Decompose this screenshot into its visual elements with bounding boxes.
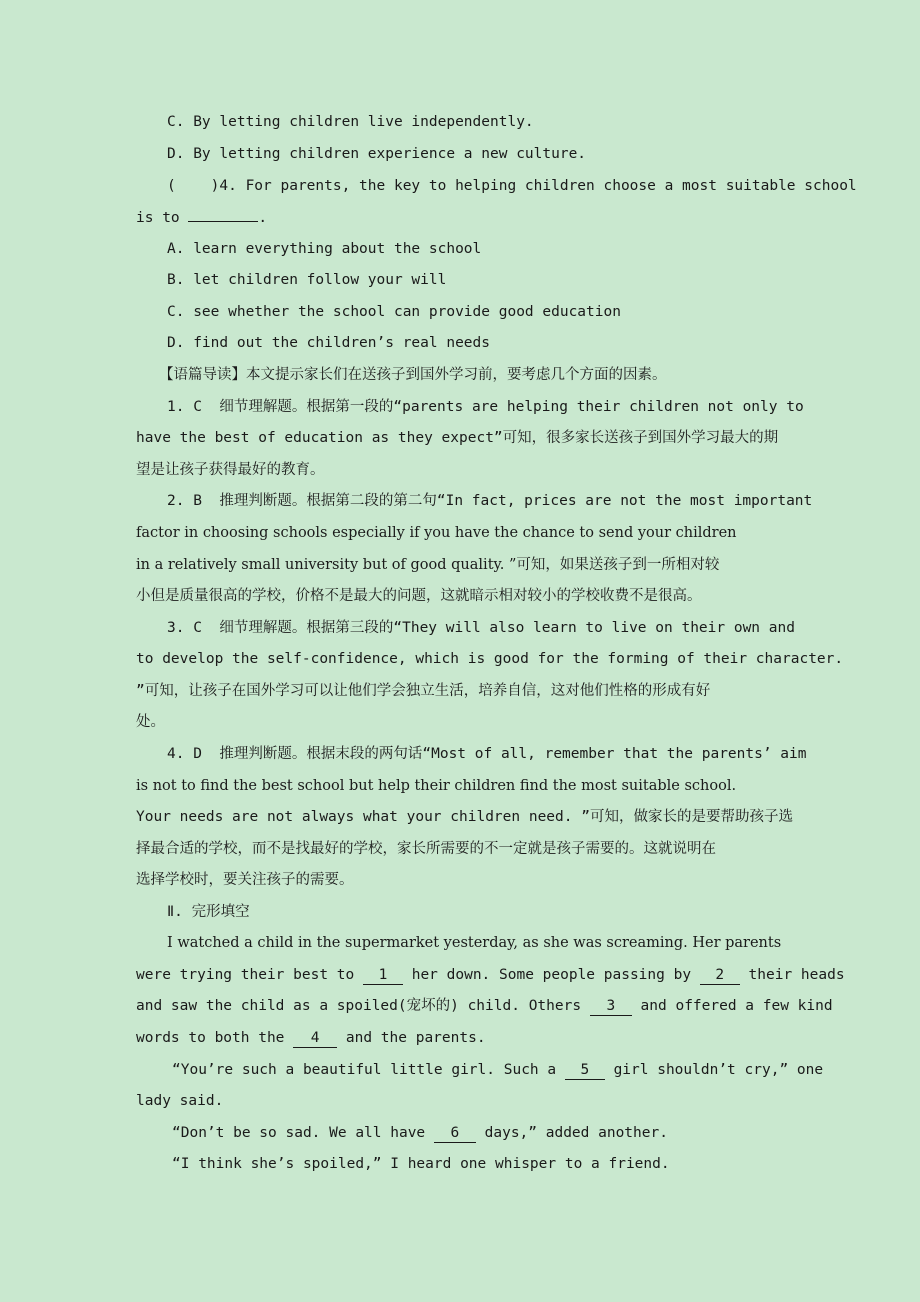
answer-2-line3: in a relatively small university but of good quality. ”可知，如果送孩子到一所相对较 — [136, 557, 720, 573]
q3-option-c: C. By letting children live independently. — [167, 114, 534, 130]
q4-stem-line2 — [0, 207, 920, 228]
answer-2-line2: factor in choosing schools especially if you have the chance to send your children — [136, 525, 737, 541]
cloze-p1-line2 — [0, 965, 920, 985]
cloze-text: days,” added another. — [475, 1125, 668, 1141]
answer-4-line4: 择最合适的学校，而不是找最好的学校，家长所需要的不一定就是孩子需要的。这就说明在 — [136, 841, 716, 857]
answer-3-line4: 处。 — [136, 714, 165, 730]
cloze-text: her down. Some people passing by — [402, 967, 700, 983]
cloze-text: and the parents. — [337, 1030, 486, 1046]
q4-answer-blank — [188, 207, 258, 222]
answer-1-line2: have the best of education as they expect”可知，很多家长送孩子到国外学习最大的期 — [136, 430, 779, 446]
passage-guide: 【语篇导读】本文提示家长们在送孩子到国外学习前，要考虑几个方面的因素。 — [159, 367, 667, 383]
answer-1-line3: 望是让孩子获得最好的教育。 — [136, 462, 325, 478]
cloze-blank-3: 3 — [590, 997, 632, 1016]
answer-3-line3: ”可知，让孩子在国外学习可以让他们学会独立生活，培养自信，这对他们性格的形成有好 — [136, 683, 711, 699]
answer-4-line2: is not to find the best school but help their children find the most suitable school. — [136, 778, 737, 794]
answer-4-line3: Your needs are not always what your children need. ”可知，做家长的是要帮助孩子选 — [136, 809, 793, 825]
cloze-heading: Ⅱ. 完形填空 — [167, 904, 250, 920]
cloze-p2-line2: lady said. — [136, 1093, 224, 1109]
answer-1-line1: 1. C 细节理解题。根据第一段的“parents are helping their children not only to — [167, 399, 804, 415]
answer-4-line5: 选择学校时，要关注孩子的需要。 — [136, 872, 354, 888]
q3-option-d: D. By letting children experience a new culture. — [167, 146, 587, 162]
cloze-blank-4: 4 — [293, 1029, 337, 1048]
cloze-text: “You’re such a beautiful little girl. Such a — [172, 1062, 565, 1078]
cloze-p1-line3 — [0, 996, 920, 1016]
cloze-blank-2: 2 — [700, 966, 740, 985]
cloze-p3 — [0, 1123, 920, 1143]
q4-stem-end: . — [258, 210, 268, 226]
cloze-p1-line4 — [0, 1028, 920, 1048]
cloze-p2-line1 — [0, 1060, 920, 1080]
q4-option-d: D. find out the children’s real needs — [167, 335, 491, 351]
answer-2-line1: 2. B 推理判断题。根据第二段的第二句“In fact, prices are not the most important — [167, 493, 813, 509]
cloze-text: their heads — [739, 967, 845, 983]
q4-stem-text: is to — [136, 210, 189, 226]
cloze-p1-line1: I watched a child in the supermarket yesterday, as she was screaming. Her parents — [167, 935, 782, 951]
q4-stem-line1: ( )4. For parents, the key to helping children choose a most suitable school — [167, 178, 857, 194]
cloze-text: girl shouldn’t cry,” one — [604, 1062, 824, 1078]
cloze-p4: “I think she’s spoiled,” I heard one whisper to a friend. — [172, 1156, 670, 1172]
answer-3-line2: to develop the self-confidence, which is good for the forming of their character. — [136, 651, 844, 667]
cloze-blank-6: 6 — [434, 1124, 476, 1143]
cloze-text: words to both the — [136, 1030, 294, 1046]
cloze-blank-1: 1 — [363, 966, 403, 985]
cloze-text: and saw the child as a spoiled(宠坏的) child. Others — [136, 998, 590, 1014]
q4-option-b: B. let children follow your will — [167, 272, 447, 288]
cloze-text: and offered a few kind — [631, 998, 833, 1014]
q4-option-a: A. learn everything about the school — [167, 241, 482, 257]
answer-4-line1: 4. D 推理判断题。根据末段的两句话“Most of all, remember that the parents’ aim — [167, 746, 807, 762]
answer-3-line1: 3. C 细节理解题。根据第三段的“They will also learn to live on their own and — [167, 620, 795, 636]
cloze-text: “Don’t be so sad. We all have — [172, 1125, 434, 1141]
cloze-text: were trying their best to — [136, 967, 363, 983]
q4-option-c: C. see whether the school can provide good education — [167, 304, 621, 320]
cloze-blank-5: 5 — [565, 1061, 605, 1080]
answer-2-line4: 小但是质量很高的学校，价格不是最大的问题，这就暗示相对较小的学校收费不是很高。 — [136, 588, 702, 604]
